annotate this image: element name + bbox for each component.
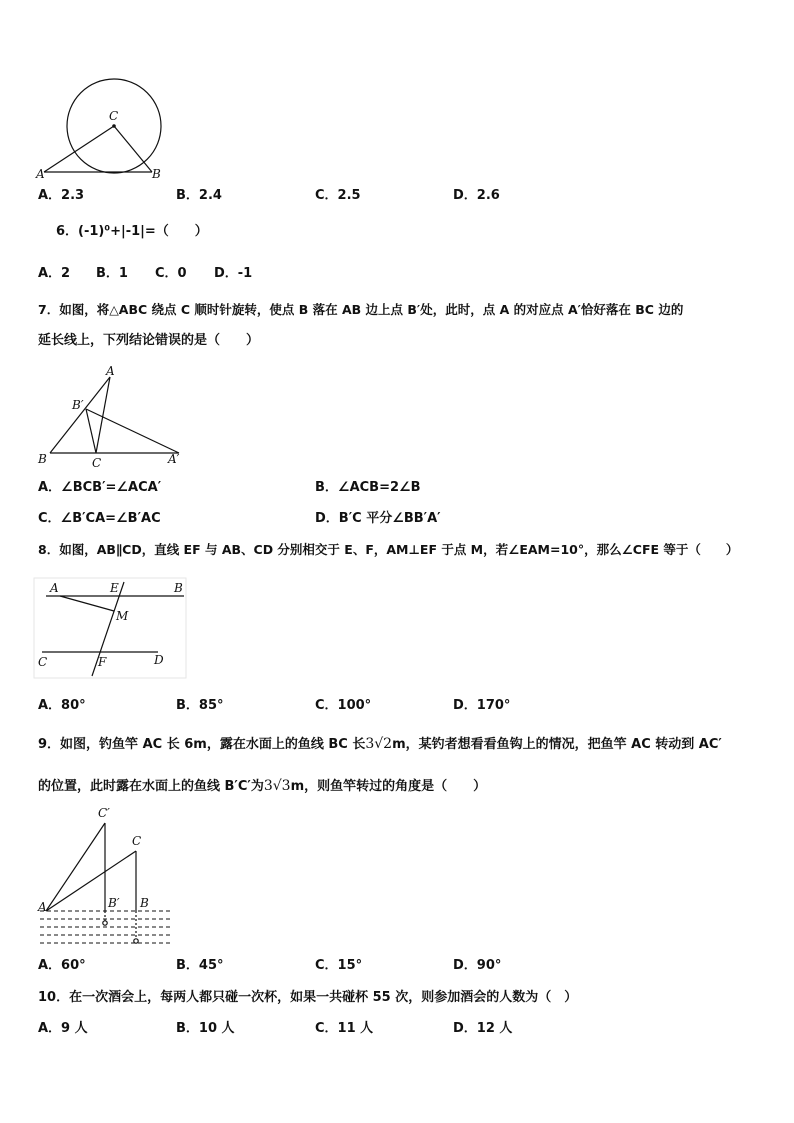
- q9-figure: [34, 805, 174, 950]
- q7-figure: [34, 365, 194, 470]
- q9-radical-3sqrt3: 3√3: [263, 778, 291, 794]
- q8-label-e: E: [110, 581, 119, 595]
- q7-option-c: C．∠B′CA=∠B′AC: [38, 511, 161, 526]
- q5-option-b: B．2.4: [176, 188, 222, 203]
- q8-segment-am: [60, 596, 114, 611]
- q8-option-a: A．80°: [38, 698, 86, 713]
- q8-stem: 8．如图，AB∥CD，直线 EF 与 AB、CD 分别相交于 E、F，AM⊥EF 于点 M，若∠EAM=10°，那么∠CFE 等于（ ）: [38, 542, 739, 557]
- q7-option-a: A．∠BCB′=∠ACA′: [38, 480, 162, 495]
- q9-stem-line2-part1: 的位置，此时露在水面上的鱼线 B′C′为: [38, 779, 264, 794]
- q7-label-a: A: [106, 364, 115, 378]
- q9-hook-1: [103, 921, 107, 925]
- q9-label-b: B: [140, 896, 149, 910]
- q10-option-b: B．10 人: [176, 1021, 235, 1036]
- q10-option-d: D．12 人: [453, 1021, 513, 1036]
- q7-stem-line2: 延长线上，下列结论错误的是（ ）: [38, 333, 260, 348]
- q8-option-c: C．100°: [315, 698, 372, 713]
- q9-option-a: A．60°: [38, 958, 86, 973]
- q7-label-c: C: [92, 456, 102, 470]
- q10-stem: 10．在一次酒会上，每两人都只碰一次杯，如果一共碰杯 55 次，则参加酒会的人数为（ ）: [38, 990, 578, 1005]
- q9-label-c-prime: C′: [98, 806, 110, 820]
- q10-option-c: C．11 人: [315, 1021, 374, 1036]
- q5-label-a: A: [36, 167, 45, 181]
- q6-stem: 6．(-1)⁰+|-1|=（ ）: [56, 224, 208, 239]
- q7-option-b: B．∠ACB=2∠B: [315, 480, 421, 495]
- q5-option-a: A．2.3: [38, 188, 85, 203]
- q5-segment-ac: [44, 126, 114, 172]
- q7-segment-ba: [50, 377, 110, 453]
- q6-option-a: A．2: [38, 266, 71, 281]
- q9-stem-part2: m，某钓者想看看鱼钩上的情况，把鱼竿 AC 转动到 AC′: [392, 737, 722, 752]
- q9-label-c: C: [132, 834, 142, 848]
- q7-label-a-prime: A′: [168, 452, 180, 466]
- q5-segment-cb: [114, 126, 152, 172]
- q9-label-b-prime: B′: [108, 896, 120, 910]
- q10-option-a: A．9 人: [38, 1021, 88, 1036]
- q9-stem-part1: 9．如图，钓鱼竿 AC 长 6m，露在水面上的鱼线 BC 长: [38, 737, 366, 752]
- q8-label-c: C: [38, 655, 48, 669]
- q5-option-c: C．2.5: [315, 188, 361, 203]
- q7-option-d: D．B′C 平分∠BB′A′: [315, 511, 441, 526]
- q8-figure: [34, 578, 188, 678]
- q9-stem-line2-part2: m，则鱼竿转过的角度是（ ）: [290, 779, 487, 794]
- q6-option-b: B．1: [96, 266, 128, 281]
- q8-option-d: D．170°: [453, 698, 511, 713]
- q7-segment-bpc: [86, 409, 96, 453]
- q5-label-b: B: [152, 167, 161, 181]
- q7-stem-line1: 7．如图，将△ABC 绕点 C 顺时针旋转，使点 B 落在 AB 边上点 B′处，此时，点 A 的对应点 A′恰好落在 BC 边的: [38, 302, 684, 317]
- q9-radical-3sqrt2: 3√2: [365, 736, 393, 752]
- q9-stem-line2: [38, 778, 486, 795]
- q9-option-d: D．90°: [453, 958, 502, 973]
- q6-option-d: D．-1: [214, 266, 253, 281]
- q8-label-a: A: [50, 581, 59, 595]
- q9-label-a: A: [38, 900, 47, 914]
- q7-label-b-prime: B′: [72, 398, 84, 412]
- q8-label-m: M: [116, 609, 129, 623]
- q5-figure: [34, 70, 174, 180]
- q6-option-c: C．0: [155, 266, 187, 281]
- q9-rod-ac: [46, 851, 136, 911]
- q9-option-c: C．15°: [315, 958, 363, 973]
- q9-rod-ac-prime: [46, 823, 105, 911]
- q9-hook-2: [134, 939, 138, 943]
- q8-label-d: D: [154, 653, 164, 667]
- q5-label-c: C: [109, 109, 119, 123]
- q5-center-point: [112, 124, 116, 128]
- q8-label-b: B: [174, 581, 183, 595]
- q8-option-b: B．85°: [176, 698, 224, 713]
- q5-option-d: D．2.6: [453, 188, 500, 203]
- q8-label-f: F: [98, 655, 107, 669]
- q7-label-b: B: [38, 452, 47, 466]
- q9-stem-line1: [38, 736, 722, 753]
- q9-option-b: B．45°: [176, 958, 224, 973]
